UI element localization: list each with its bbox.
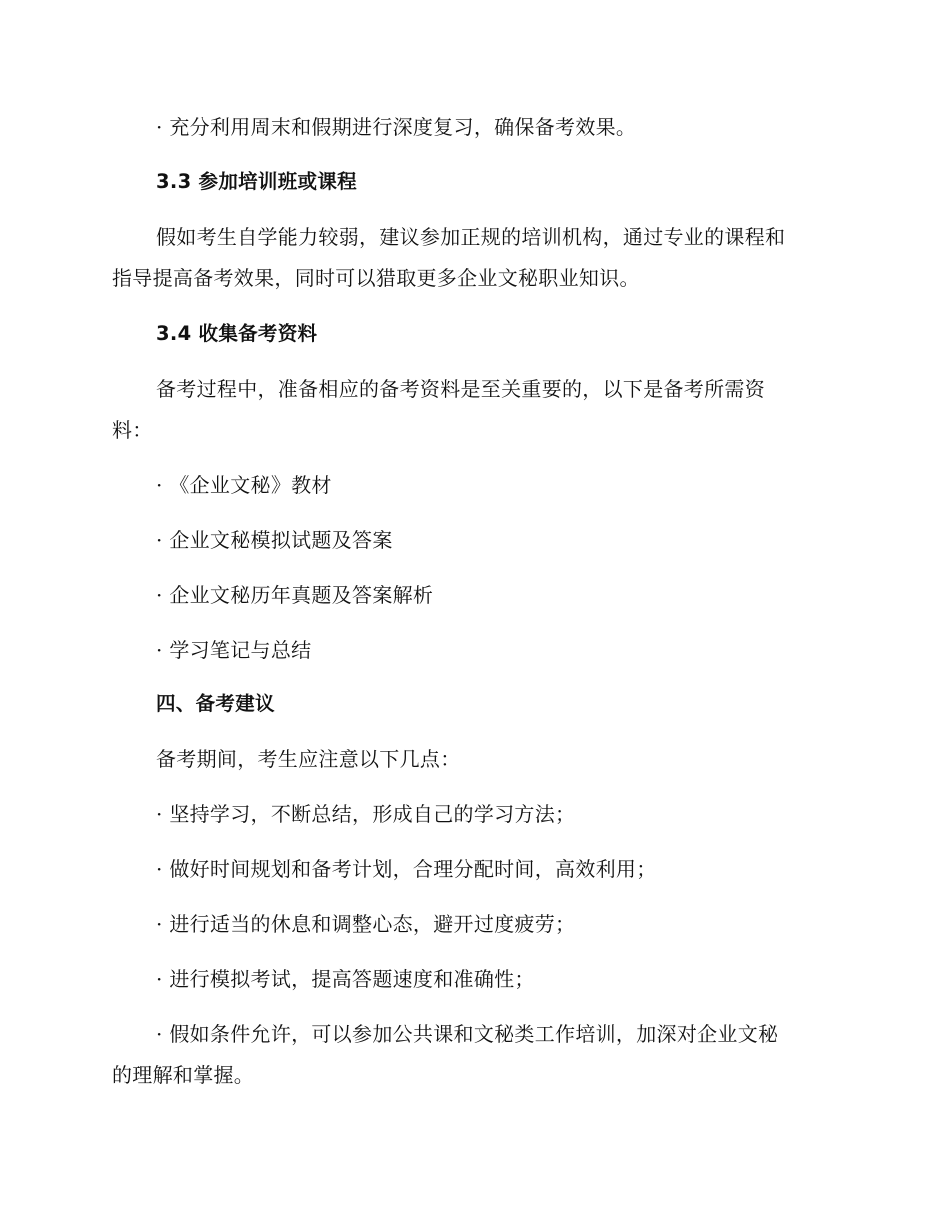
section-heading: 3.3 参加培训班或课程 (156, 170, 357, 193)
bullet-item: · 学习笔记与总结 (156, 638, 312, 662)
paragraph-line: 指导提高备考效果，同时可以猎取更多企业文秘职业知识。 (112, 266, 640, 290)
paragraph-line: 料： (112, 418, 153, 442)
bullet-item: · 企业文秘历年真题及答案解析 (156, 583, 434, 607)
bullet-item: · 进行适当的休息和调整心态，避开过度疲劳； (156, 912, 576, 936)
paragraph-line: 备考过程中，准备相应的备考资料是至关重要的，以下是备考所需资 (156, 377, 765, 401)
paragraph-line: 的理解和掌握。 (112, 1063, 255, 1087)
paragraph-line: 假如考生自学能力较弱，建议参加正规的培训机构，通过专业的课程和 (156, 225, 786, 249)
bullet-item: · 《企业文秘》教材 (156, 473, 332, 497)
bullet-item: · 做好时间规划和备考计划，合理分配时间，高效利用； (156, 857, 657, 881)
bullet-item: · 充分利用周末和假期进行深度复习，确保备考效果。 (156, 115, 637, 139)
bullet-item: · 坚持学习，不断总结，形成自己的学习方法； (156, 802, 576, 826)
section-heading: 四、备考建议 (156, 692, 275, 715)
bullet-item: · 假如条件允许，可以参加公共课和文秘类工作培训，加深对企业文秘 (156, 1022, 779, 1046)
bullet-item: · 企业文秘模拟试题及答案 (156, 528, 393, 552)
section-heading: 3.4 收集备考资料 (156, 322, 318, 345)
paragraph-line: 备考期间，考生应注意以下几点： (156, 747, 461, 771)
bullet-item: · 进行模拟考试，提高答题速度和准确性； (156, 967, 535, 991)
